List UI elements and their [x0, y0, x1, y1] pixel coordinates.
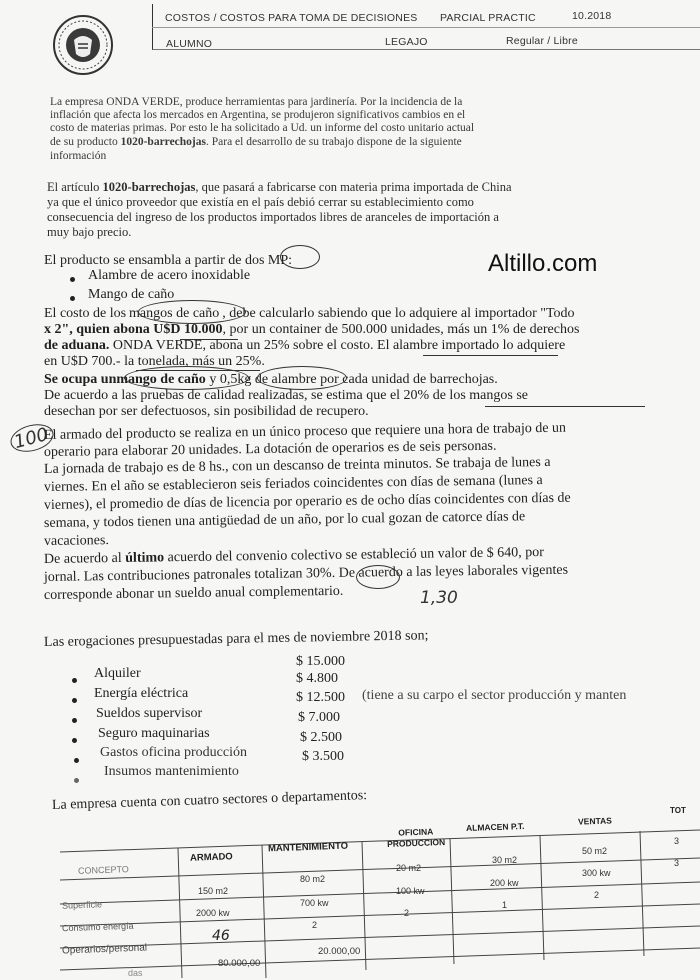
costs-line-1: [44, 306, 575, 322]
table-row-label: Operarios/personal: [61, 942, 148, 957]
budget-item-label: Gastos oficina producción: [100, 745, 247, 760]
table-cell: 2: [404, 908, 410, 918]
table-cell: 2: [312, 920, 318, 930]
table-cell: 3: [674, 836, 680, 846]
table-row-label: Consumo energía: [61, 920, 134, 934]
budget-item-note: (tiene a su carpo el sector producción y manten: [362, 688, 627, 703]
budget-item-label: Insumos mantenimiento: [104, 764, 239, 779]
table-cell: 80 m2: [300, 874, 326, 884]
university-seal-icon: [52, 14, 114, 76]
table-cell: 30 m2: [492, 855, 518, 865]
costs-line-1-rest: , debe calcularlo sabiendo que lo adquiere al importador "Todo: [222, 306, 575, 321]
table-row-label-partial: das: [128, 968, 143, 978]
costs-mango-unit: mango de caño: [116, 372, 206, 387]
table-header-total: TOT: [670, 806, 686, 815]
labor-line-6: semana, y todos tienen una antigüedad de un año, por lo cual gozan de catorce días de: [43, 509, 526, 531]
labor-line-10: corresponde abonar un sueldo anual complementario.: [43, 583, 344, 603]
labor-line-9-start: jornal. Las contribuciones patronales totalizan: [43, 566, 303, 585]
mp-circle-mark: [280, 245, 320, 269]
table-cell: 1: [502, 900, 508, 910]
intro-line-4-rest: . Para el desarrollo de su trabajo dispone de la siguiente: [205, 136, 462, 148]
bullet-icon: [74, 778, 79, 783]
costs-line-5-rest: por cada unidad de barrechojas.: [316, 372, 498, 387]
legajo-label: LEGAJO: [385, 36, 428, 48]
intro-line-4-start: de su producto: [50, 136, 118, 148]
article-line-3: consecuencia del ingreso de los productos importados libres de aranceles de importación a: [47, 210, 499, 224]
bullet-icon: [72, 698, 77, 703]
budget-item-amount: $ 12.500: [296, 690, 345, 705]
bullet-icon: [70, 296, 75, 301]
costs-wire-unit: 0,5kg de alambre: [219, 372, 317, 387]
departments-line: La empresa cuenta con cuatro sectores o departamentos:: [51, 788, 368, 813]
handwritten-note: 100: [11, 423, 51, 454]
exam-type: PARCIAL PRACTIC: [440, 12, 536, 24]
labor-line-4: viernes. En el año se establecieron seis feriados coincidentes con días de semana (lunes a: [43, 473, 543, 495]
exam-date: 10.2018: [572, 10, 612, 22]
costs-mangos-highlight: mangos de caño: [129, 306, 220, 321]
budget-item-amount: $ 3.500: [302, 749, 344, 764]
table-header-concepto: CONCEPTO: [77, 864, 130, 876]
article-line-4: muy bajo precio.: [47, 225, 132, 239]
table-cell: 3: [674, 858, 680, 868]
student-label: ALUMNO: [166, 38, 213, 50]
bullet-icon: [72, 738, 77, 743]
article-line-2: ya que el único proveedor que existía en el país debió cerrar su establecimiento como: [47, 195, 474, 209]
budget-item-amount: $ 15.000: [296, 654, 345, 669]
table-cell: 100 kw: [396, 886, 425, 896]
assembly-line: El producto se ensambla a partir de dos MP:: [44, 253, 293, 268]
intro-product-name: 1020-barrechojas: [120, 136, 206, 148]
table-cell: 200 kw: [490, 878, 519, 888]
table-cell: 700 kw: [300, 898, 329, 908]
article-line-1-start: El artículo: [47, 180, 100, 194]
costs-surcharge: ONDA VERDE, abona un 25% sobre el costo.: [112, 338, 374, 353]
costs-customs: de aduana.: [44, 338, 110, 353]
costs-line-7: desechan por ser defectuosos, sin posibilidad de recupero.: [44, 404, 369, 419]
table-header-almacen: ALMACEN P.T.: [465, 820, 525, 834]
article-product-name: 1020-barrechojas: [102, 180, 196, 194]
table-cell: 150 m2: [198, 886, 229, 896]
assembly-item-1: Alambre de acero inoxidable: [88, 268, 251, 283]
mango-circle-mark: [124, 366, 249, 390]
labor-line-3: La jornada de trabajo es de 8 hs., con un descanso de treinta minutos. Se trabaja de lunes a: [43, 454, 551, 477]
mangos-circle-mark: [138, 300, 246, 324]
table-cell: 80.000,00: [218, 958, 261, 969]
altillo-watermark: Altillo.com: [488, 250, 598, 277]
budget-item-label: Seguro maquinarias: [98, 726, 210, 741]
labor-line-2: operario para elaborar 20 unidades. La dotación de operarios es de seis personas.: [43, 438, 497, 460]
costs-line-2: [44, 322, 579, 338]
table-header-ventas: VENTAS: [577, 815, 613, 827]
intro-line-5: información: [50, 150, 107, 162]
bullet-icon: [74, 758, 79, 763]
table-cell: 2000 kw: [196, 908, 230, 918]
budget-item-amount: $ 4.800: [296, 671, 338, 686]
costs-line-1-start: El costo de los: [44, 306, 127, 321]
assembly-item-2: Mango de caño: [88, 287, 175, 302]
costs-line-4: en U$D 700.- la tonelada, más un 25%.: [44, 354, 265, 369]
wire-circle-mark: [257, 366, 347, 390]
budget-item-label: Sueldos supervisor: [96, 706, 203, 721]
table-header-oficina: OFICINA PRODUCCION: [386, 826, 446, 850]
article-line-1: [47, 180, 512, 195]
departments-table: [0, 800, 700, 980]
labor-line-9-rest: De acuerdo a las leyes laborales vigentes: [335, 562, 569, 581]
costs-line-5-start: Se ocupa un: [44, 372, 117, 387]
labor-line-7: vacaciones.: [43, 533, 110, 549]
table-cell: 20.000,00: [318, 946, 361, 957]
budget-item-label: Energía eléctrica: [94, 686, 189, 701]
intro-line-1: La empresa ONDA VERDE, produce herramientas para jardinería. Por la incidencia de la: [50, 96, 463, 108]
costs-wire: El alambre importado lo adquiere: [377, 338, 566, 353]
costs-and: y: [205, 372, 220, 387]
table-header-armado: ARMADO: [189, 851, 233, 864]
labor-last: último: [125, 550, 165, 566]
budget-title: Las erogaciones presupuestadas para el mes de noviembre 2018 son;: [43, 628, 429, 650]
table-cell: 50 m2: [582, 846, 608, 856]
labor-contribution-rate: 30%.: [305, 565, 336, 582]
budget-item-label: Alquiler: [94, 666, 141, 681]
underline-mark: [485, 406, 645, 407]
bullet-icon: [72, 718, 77, 723]
budget-item-amount: $ 7.000: [298, 710, 340, 725]
handwritten-count: 46: [212, 928, 230, 944]
intro-line-2: inflación que afecta los mercados en Argentina, se produjeron significativos cambios en el: [50, 109, 466, 121]
table-row-label: Superficie: [61, 899, 103, 911]
handwritten-factor: 1,30: [420, 588, 458, 608]
costs-importer: x 2", quien abona U$D 10.000: [44, 322, 223, 337]
labor-line-5: viernes), el promedio de días de licencia por operario es de ocho días coincidentes con días de: [43, 490, 571, 513]
table-cell: 20 m2: [396, 863, 422, 873]
course-title: COSTOS / COSTOS PARA TOMA DE DECISIONES: [165, 12, 418, 24]
table-cell: 2: [594, 890, 600, 900]
labor-line-8-rest: acuerdo del convenio colectivo se estableció un valor de $ 640, por: [164, 545, 544, 566]
rate-circle-mark: [356, 565, 400, 589]
status-label: Regular / Libre: [506, 35, 578, 47]
underline-mark: [423, 355, 558, 356]
table-header-mantenimiento: MANTENIMIENTO: [267, 840, 349, 855]
intro-line-4: [50, 136, 462, 149]
costs-line-6: De acuerdo a las pruebas de calidad realizadas, se estima que el 20% de los mangos se: [44, 388, 528, 403]
costs-line-3: [44, 338, 565, 354]
header-divider: [152, 27, 700, 28]
article-line-1-rest: , que pasará a fabricarse con materia prima importada de China: [195, 180, 512, 194]
labor-line-8-start: De acuerdo al: [43, 550, 122, 567]
costs-line-2-rest: , por un container de 500.000 unidades, más un 1% de derechos: [222, 322, 580, 337]
budget-item-amount: $ 2.500: [300, 730, 342, 745]
labor-line-1: El armado del producto se realiza en un único proceso que requiere una hora de trabajo de un: [43, 420, 567, 443]
table-cell: 300 kw: [582, 868, 611, 878]
intro-line-3: costo de materias primas. Por esto le ha solicitado a Ud. un informe del costo unitario actual: [50, 122, 475, 134]
bullet-icon: [70, 277, 75, 282]
bullet-icon: [72, 678, 77, 683]
